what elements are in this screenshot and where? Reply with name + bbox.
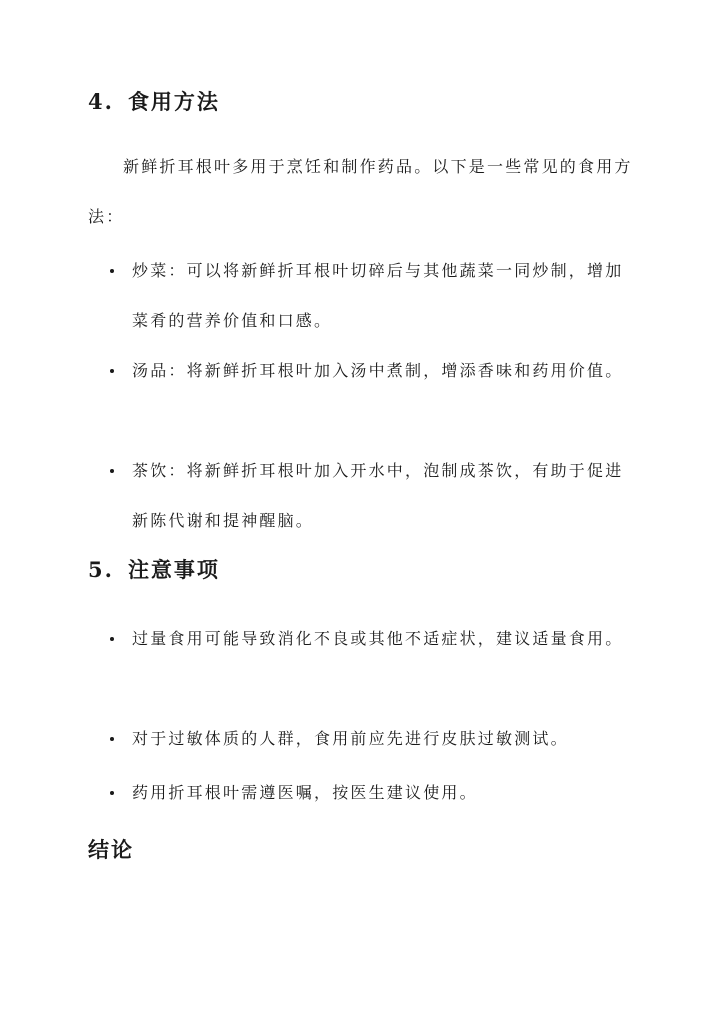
conclusion-title: 结论 <box>88 837 134 862</box>
section-4-number: 4. <box>88 89 114 114</box>
bullet-icon <box>110 737 114 741</box>
list-item-text: 对于过敏体质的人群，食用前应先进行皮肤过敏测试。 <box>132 729 569 748</box>
bullet-icon <box>110 269 114 273</box>
section-5-title: 注意事项 <box>127 557 220 582</box>
bullet-icon <box>110 369 114 373</box>
list-item-text: 药用折耳根叶需遵医嘱，按医生建议使用。 <box>132 783 478 802</box>
list-item-text: 汤品：将新鲜折耳根叶加入汤中煮制，增添香味和药用价值。 <box>132 361 624 380</box>
section-4-heading <box>88 88 220 116</box>
list-item-text: 炒菜：可以将新鲜折耳根叶切碎后与其他蔬菜一同炒制，增加菜肴的营养价值和口感。 <box>132 261 624 330</box>
bullet-icon <box>110 637 114 641</box>
conclusion-heading <box>88 836 134 864</box>
section-5-number: 5. <box>88 557 114 582</box>
list-item-text: 茶饮：将新鲜折耳根叶加入开水中，泡制成茶饮，有助于促进新陈代谢和提神醒脑。 <box>132 461 624 530</box>
section-5-heading <box>88 556 220 584</box>
bullet-icon <box>110 791 114 795</box>
section-4-title: 食用方法 <box>127 89 220 114</box>
bullet-icon <box>110 469 114 473</box>
section-4-intro: 新鲜折耳根叶多用于烹饪和制作药品。以下是一些常见的食用方法： <box>88 157 633 226</box>
list-item-text: 过量食用可能导致消化不良或其他不适症状，建议适量食用。 <box>132 629 624 648</box>
